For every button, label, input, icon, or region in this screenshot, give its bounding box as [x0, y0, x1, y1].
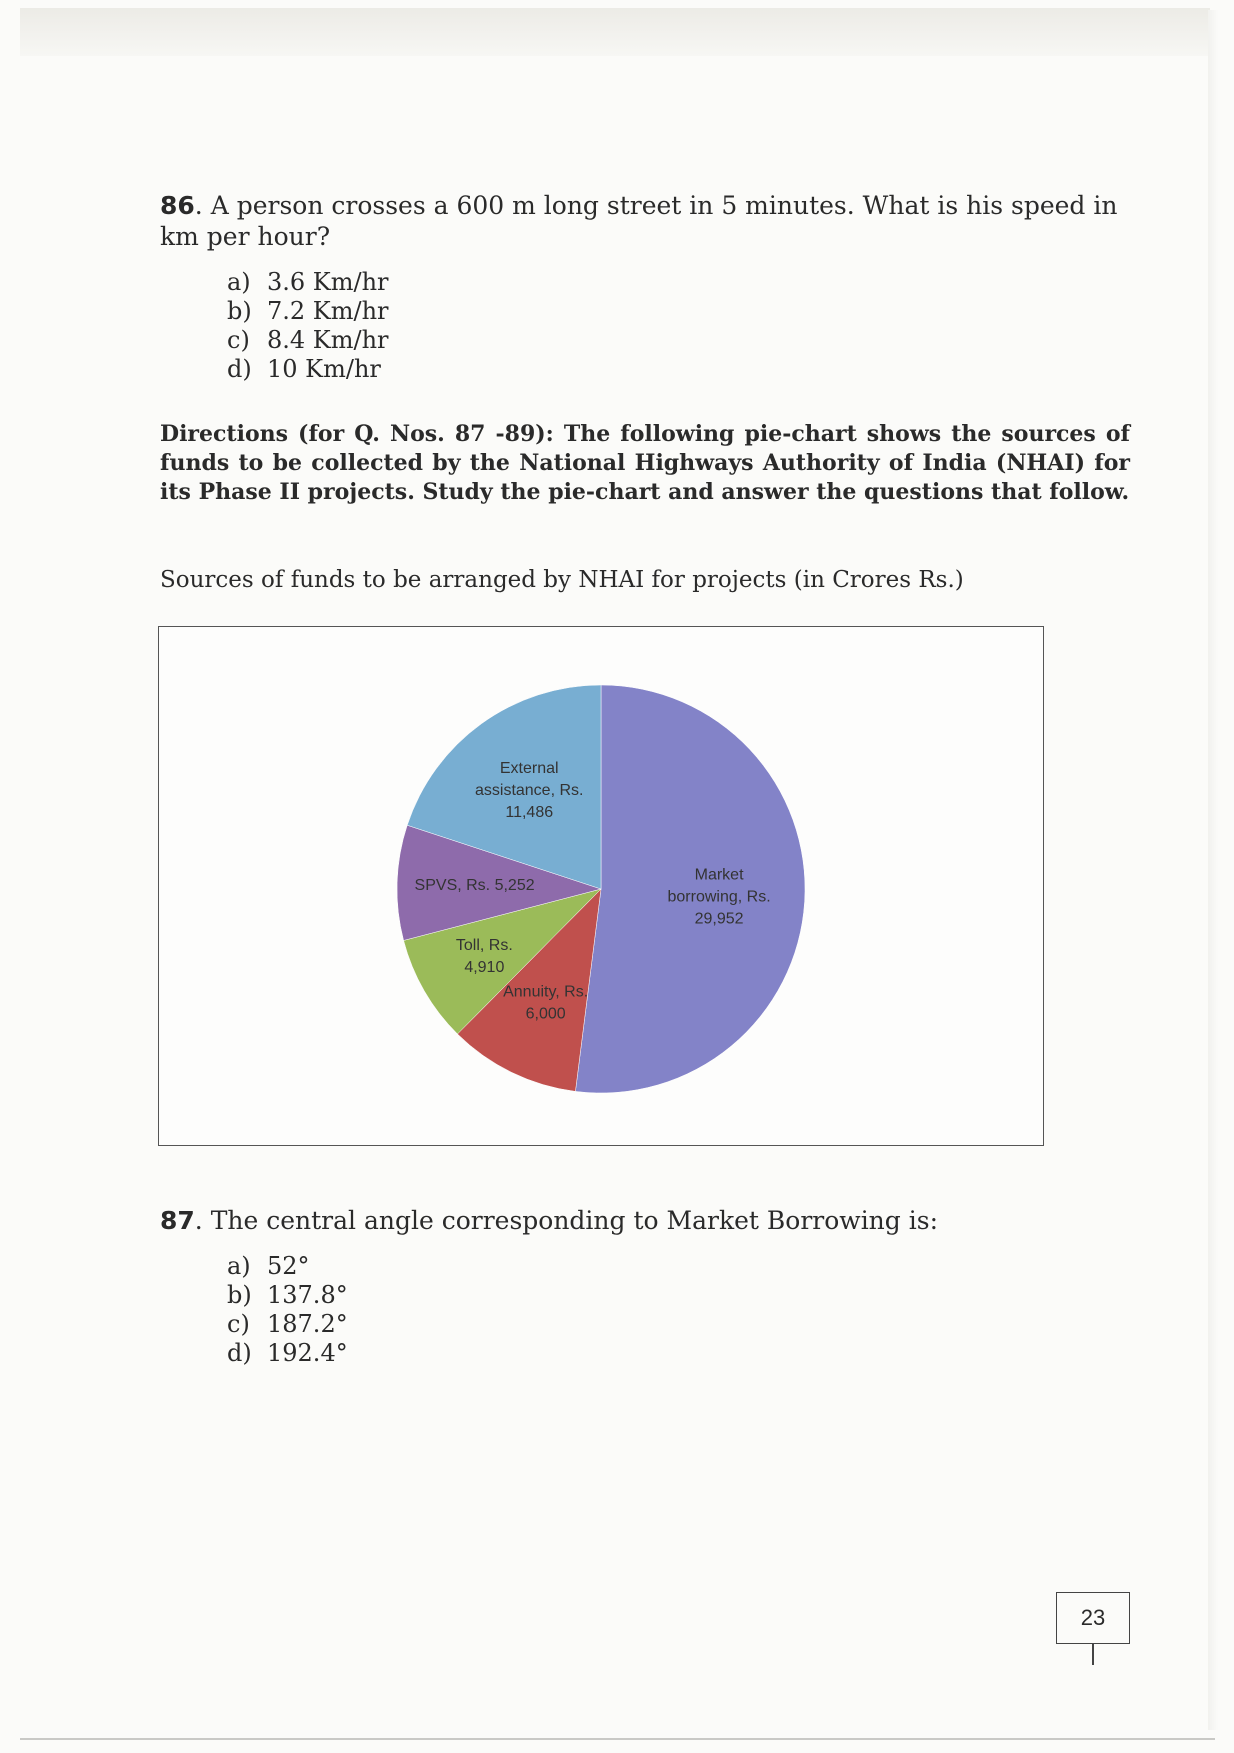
question-87 — [160, 1205, 1140, 1368]
option-letter: c) — [227, 326, 250, 354]
pie-slice-label: External assistance, Rs. 11,486 — [474, 759, 584, 821]
option-text: 7.2 Km/hr — [267, 297, 389, 325]
directions-text: Directions (for Q. Nos. 87 -89): The following pie-chart shows the sources of funds to be collected by the National Highways Authority of India (NHAI) for its Phase II projects. Study the pie-chart and answer the questions that follow. — [160, 421, 1130, 505]
option-letter: c) — [227, 1310, 250, 1338]
option-b[interactable] — [227, 297, 1140, 326]
page-number: 23 — [1056, 1592, 1130, 1644]
pie-slice-label: Market borrowing, Rs. 29,952 — [667, 866, 771, 928]
question-stem: . A person crosses a 600 m long street in 5 minutes. What is his speed in km per hour? — [160, 191, 1118, 251]
option-letter: a) — [227, 268, 251, 296]
option-a[interactable] — [227, 268, 1140, 297]
option-letter: b) — [227, 1281, 252, 1309]
option-b[interactable] — [227, 1281, 1140, 1310]
option-text: 192.4° — [267, 1339, 348, 1367]
question-86-options — [227, 268, 1140, 384]
option-text: 3.6 Km/hr — [267, 268, 389, 296]
option-text: 52° — [267, 1252, 310, 1280]
page-bottom-edge — [20, 1738, 1215, 1740]
option-text: 10 Km/hr — [267, 355, 381, 383]
option-text: 137.8° — [267, 1281, 348, 1309]
question-86-text — [160, 190, 1140, 252]
pie-chart — [159, 627, 1043, 1145]
page-right-shadow — [1208, 10, 1218, 1730]
page-number-tick — [1092, 1643, 1094, 1665]
option-a[interactable] — [227, 1252, 1140, 1281]
option-letter: d) — [227, 1339, 252, 1367]
option-letter: d) — [227, 355, 252, 383]
question-stem: . The central angle corresponding to Market Borrowing is: — [194, 1206, 938, 1235]
page-top-shadow — [20, 8, 1210, 56]
option-c[interactable] — [227, 1310, 1140, 1339]
pie-slice-label: Annuity, Rs. 6,000 — [503, 983, 589, 1023]
question-number: 87 — [160, 1206, 195, 1235]
question-87-text — [160, 1205, 1140, 1236]
option-letter: a) — [227, 1252, 251, 1280]
chart-caption: Sources of funds to be arranged by NHAI for projects (in Crores Rs.) — [160, 567, 964, 593]
pie-slice-label: Toll, Rs. 4,910 — [455, 937, 513, 977]
pie-chart-frame — [158, 626, 1044, 1146]
option-letter: b) — [227, 297, 252, 325]
question-87-options — [227, 1252, 1140, 1368]
pie-slice-label: SPVS, Rs. 5,252 — [414, 877, 535, 895]
option-d[interactable] — [227, 1339, 1140, 1368]
question-86 — [160, 190, 1140, 384]
option-text: 8.4 Km/hr — [267, 326, 389, 354]
option-c[interactable] — [227, 326, 1140, 355]
option-text: 187.2° — [267, 1310, 348, 1338]
option-d[interactable] — [227, 355, 1140, 384]
question-number: 86 — [160, 191, 195, 220]
